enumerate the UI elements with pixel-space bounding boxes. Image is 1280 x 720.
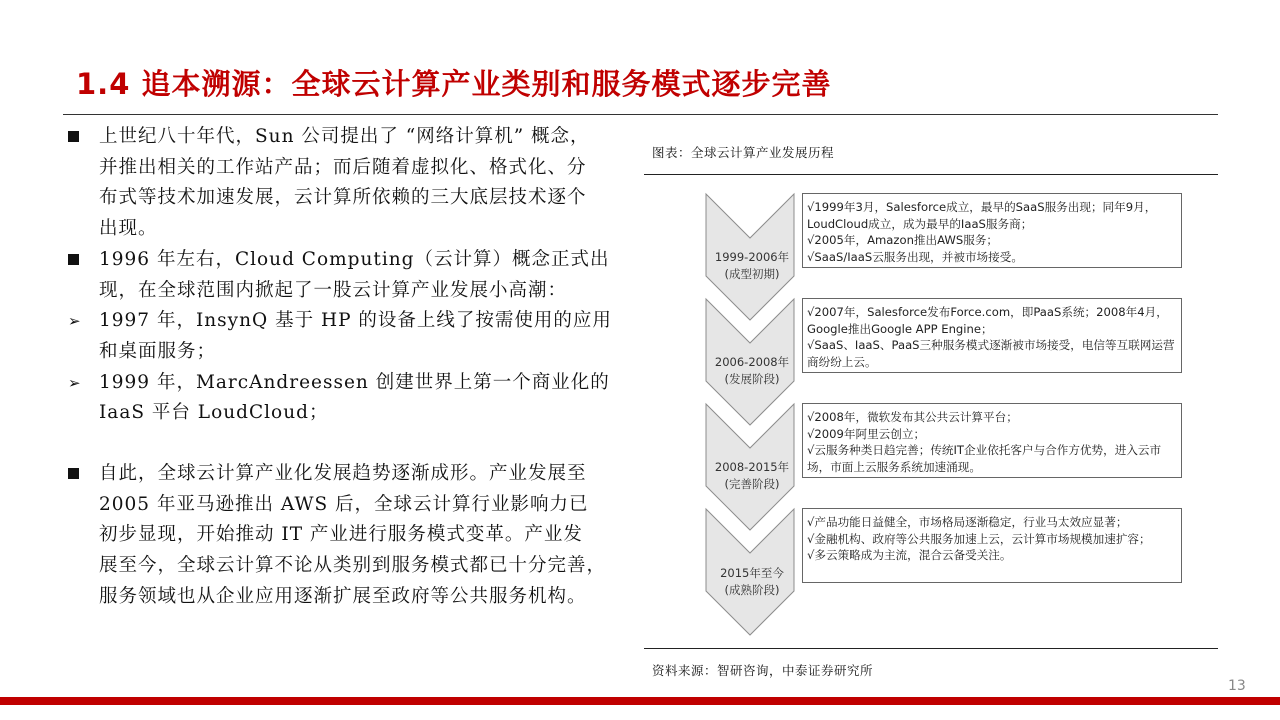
bullet-line: 1997 年，InsynQ 基于 HP 的设备上线了按需使用的应用 <box>99 310 612 332</box>
stage-event: √产品功能日益健全，市场格局逐渐稳定，行业马太效应显著； <box>807 515 1128 529</box>
bullet-line: 布式等技术加速发展，云计算所依赖的三大底层技术逐个 <box>99 187 587 209</box>
stage-event: √多云策略成为主流，混合云备受关注。 <box>807 548 1012 562</box>
footer-bar <box>0 697 1280 705</box>
stage-label <box>706 249 798 283</box>
bullet-line: 上世纪八十年代，Sun 公司提出了 “网络计算机” 概念， <box>99 126 590 147</box>
figure-bottom-rule <box>644 648 1218 649</box>
stage-phase: (完善阶段) <box>724 477 780 491</box>
bullet-line: 现，在全球范围内掀起了一股云计算产业发展小高潮： <box>99 279 568 301</box>
sub-bullet-item <box>66 368 646 429</box>
stage-event: √云服务种类日趋完善；传统IT企业依托客户与合作方优势，进入云市场，市面上云服务系统加速涌现。 <box>807 443 1162 474</box>
bullet-line: 初步显现，开始推动 IT 产业进行服务模式变革。产业发 <box>99 524 583 546</box>
stage-event: √2008年，微软发布其公共云计算平台； <box>807 410 1018 424</box>
figure-source: 资料来源：智研咨询，中泰证券研究所 <box>652 663 874 678</box>
arrow-bullet-icon: ➢ <box>68 312 82 331</box>
bullet-item <box>66 245 646 306</box>
bullet-item <box>66 122 646 245</box>
stage-phase: (成型初期) <box>724 267 780 281</box>
stage-label <box>706 565 798 599</box>
stage-description-box <box>802 298 1182 373</box>
bullet-line: 展至今，全球云计算不论从类别到服务模式都已十分完善， <box>99 555 607 577</box>
bullet-list <box>66 122 646 613</box>
stage-event: √金融机构、政府等公共服务加速上云，云计算市场规模加速扩容； <box>807 531 1151 546</box>
sub-bullet-item <box>66 306 646 367</box>
title-divider <box>63 114 1218 115</box>
bullet-line: 2005 年亚马逊推出 AWS 后，全球云计算行业影响力已 <box>99 493 589 515</box>
bullet-line: 1999 年，MarcAndreessen 创建世界上第一个商业化的 <box>99 371 610 393</box>
stage-event: √2005年，Amazon推出AWS服务； <box>807 233 999 247</box>
stage-period: 1999-2006年 <box>714 250 790 264</box>
stage-period: 2015年至今 <box>720 566 784 580</box>
stage-label <box>706 459 798 493</box>
stage-label <box>706 354 798 388</box>
square-bullet-icon <box>68 122 79 153</box>
stage-period: 2006-2008年 <box>714 355 790 369</box>
figure-caption: 图表：全球云计算产业发展历程 <box>652 145 835 160</box>
square-bullet-icon <box>68 459 79 490</box>
bullet-line: 1996 年左右，Cloud Computing（云计算）概念正式出 <box>99 248 610 270</box>
figure-top-rule <box>644 174 1218 175</box>
bullet-line: 出现。 <box>99 218 158 240</box>
page-number: 13 <box>1228 678 1246 694</box>
stage-description-box <box>802 403 1182 478</box>
stage-phase: (成熟阶段) <box>724 583 780 597</box>
page-title: 1.4 追本溯源：全球云计算产业类别和服务模式逐步完善 <box>76 67 832 101</box>
stage-event: √1999年3月，Salesforce成立，最早的SaaS服务出现；同年9月，LoudCloud成立，成为最早的IaaS服务商； <box>807 200 1157 231</box>
arrow-bullet-icon: ➢ <box>68 373 82 392</box>
bullet-item <box>66 459 646 613</box>
bullet-line: 服务领域也从企业应用逐渐扩展至政府等公共服务机构。 <box>99 585 587 607</box>
bullet-line: 并推出相关的工作站产品；而后随着虚拟化、格式化、分 <box>99 156 587 178</box>
stage-phase: (发展阶段) <box>724 372 780 386</box>
bullet-line: 和桌面服务； <box>99 340 217 362</box>
stage-event: √SaaS、IaaS、PaaS三种服务模式逐渐被市场接受，电信等互联网运营商纷纷上云。 <box>807 338 1175 369</box>
stage-description-box <box>802 508 1182 583</box>
bullet-line: IaaS 平台 LoudCloud； <box>99 402 329 424</box>
stage-event: √2009年阿里云创立； <box>807 426 926 441</box>
stage-description-box <box>802 193 1182 268</box>
bullet-line: 自此，全球云计算产业化发展趋势逐渐成形。产业发展至 <box>99 463 587 485</box>
square-bullet-icon <box>68 245 79 276</box>
stage-event: √SaaS/IaaS云服务出现，并被市场接受。 <box>807 249 1023 264</box>
stage-event: √2007年，Salesforce发布Force.com，即PaaS系统；2008年4月，Google推出Google APP Engine； <box>807 305 1168 336</box>
stage-period: 2008-2015年 <box>714 460 790 474</box>
